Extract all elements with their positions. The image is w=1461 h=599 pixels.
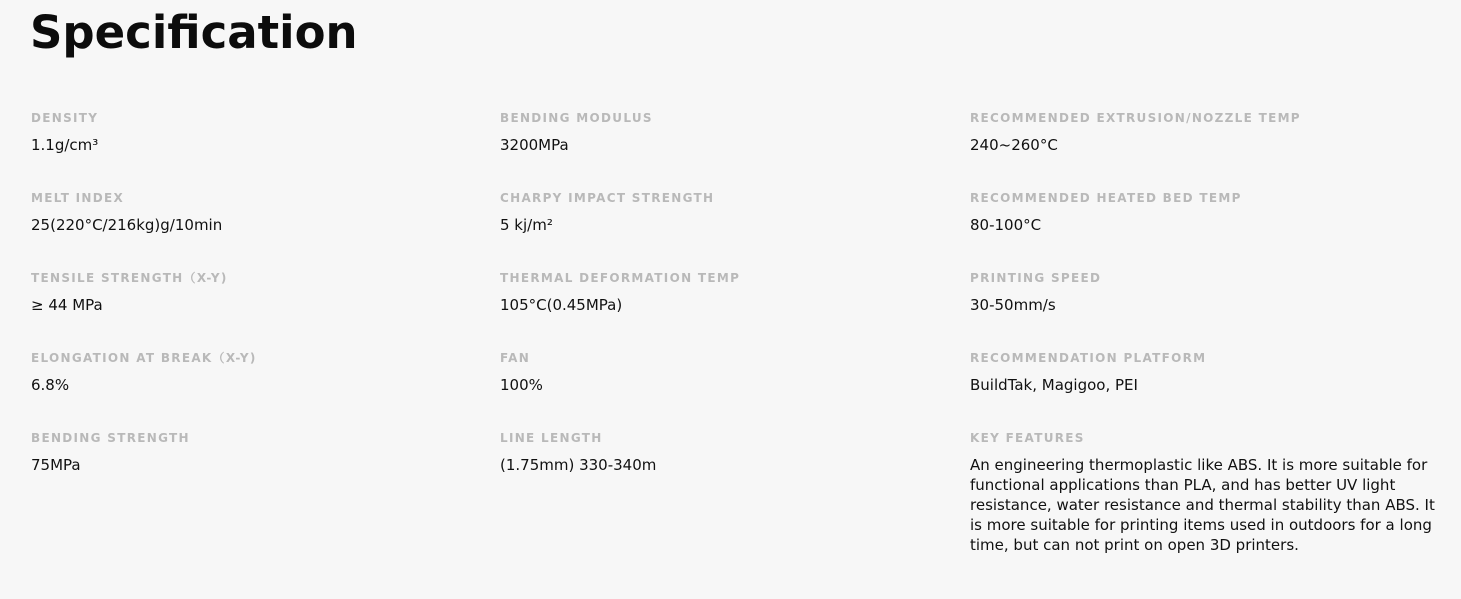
spec-label: FAN: [500, 351, 531, 365]
spec-key-features: [970, 430, 1451, 554]
spec-density: [31, 110, 500, 190]
spec-line-length: [500, 430, 970, 510]
spec-bending-modulus: [500, 110, 970, 190]
spec-value: 75MPa: [31, 456, 81, 474]
spec-value: 6.8%: [31, 376, 70, 394]
spec-label: RECOMMENDED HEATED BED TEMP: [970, 191, 1242, 205]
spec-value: 105°C(0.45MPa): [500, 296, 623, 314]
spec-label: DENSITY: [31, 111, 99, 125]
spec-label: THERMAL DEFORMATION TEMP: [500, 271, 741, 285]
spec-value: 240~260°C: [970, 136, 1058, 154]
spec-melt-index: [31, 190, 500, 270]
spec-nozzle-temp: [970, 110, 1451, 190]
spec-value: 3200MPa: [500, 136, 569, 154]
spec-label: MELT INDEX: [31, 191, 125, 205]
spec-platform: [970, 350, 1451, 430]
spec-label: PRINTING SPEED: [970, 271, 1102, 285]
spec-value: 1.1g/cm³: [31, 136, 99, 154]
spec-value: 25(220°C/216kg)g/10min: [31, 216, 223, 234]
spec-label: BENDING STRENGTH: [31, 431, 190, 445]
spec-printing-speed: [970, 270, 1451, 350]
spec-bending-strength: [31, 430, 500, 510]
spec-label: BENDING MODULUS: [500, 111, 653, 125]
spec-grid: [31, 110, 1451, 554]
spec-label: ELONGATION AT BREAK（X-Y): [31, 351, 257, 365]
spec-value: 80-100°C: [970, 216, 1042, 234]
spec-label: LINE LENGTH: [500, 431, 603, 445]
spec-heated-bed-temp: [970, 190, 1451, 270]
spec-label: RECOMMENDATION PLATFORM: [970, 351, 1207, 365]
spec-elongation: [31, 350, 500, 430]
page-title: Specification: [30, 6, 358, 59]
spec-charpy-impact: [500, 190, 970, 270]
spec-value: 30-50mm/s: [970, 296, 1056, 314]
spec-tensile-strength: [31, 270, 500, 350]
spec-value: BuildTak, Magigoo, PEI: [970, 376, 1138, 394]
spec-thermal-deformation: [500, 270, 970, 350]
spec-label: TENSILE STRENGTH（X-Y): [31, 271, 228, 285]
spec-value: (1.75mm) 330-340m: [500, 456, 657, 474]
spec-value: 5 kj/m²: [500, 216, 553, 234]
spec-label: KEY FEATURES: [970, 431, 1085, 445]
spec-value: 100%: [500, 376, 543, 394]
spec-value: An engineering thermoplastic like ABS. It is more suitable for functional applications than PLA, and has better UV light resistance, water resistance and thermal stability than ABS. It is more suitable for printing items used in outdoors for a long time, but can not print on open 3D printers.: [970, 456, 1435, 554]
spec-label: RECOMMENDED EXTRUSION/NOZZLE TEMP: [970, 111, 1301, 125]
spec-label: CHARPY IMPACT STRENGTH: [500, 191, 715, 205]
spec-fan: [500, 350, 970, 430]
spec-value: ≥ 44 MPa: [31, 296, 103, 314]
